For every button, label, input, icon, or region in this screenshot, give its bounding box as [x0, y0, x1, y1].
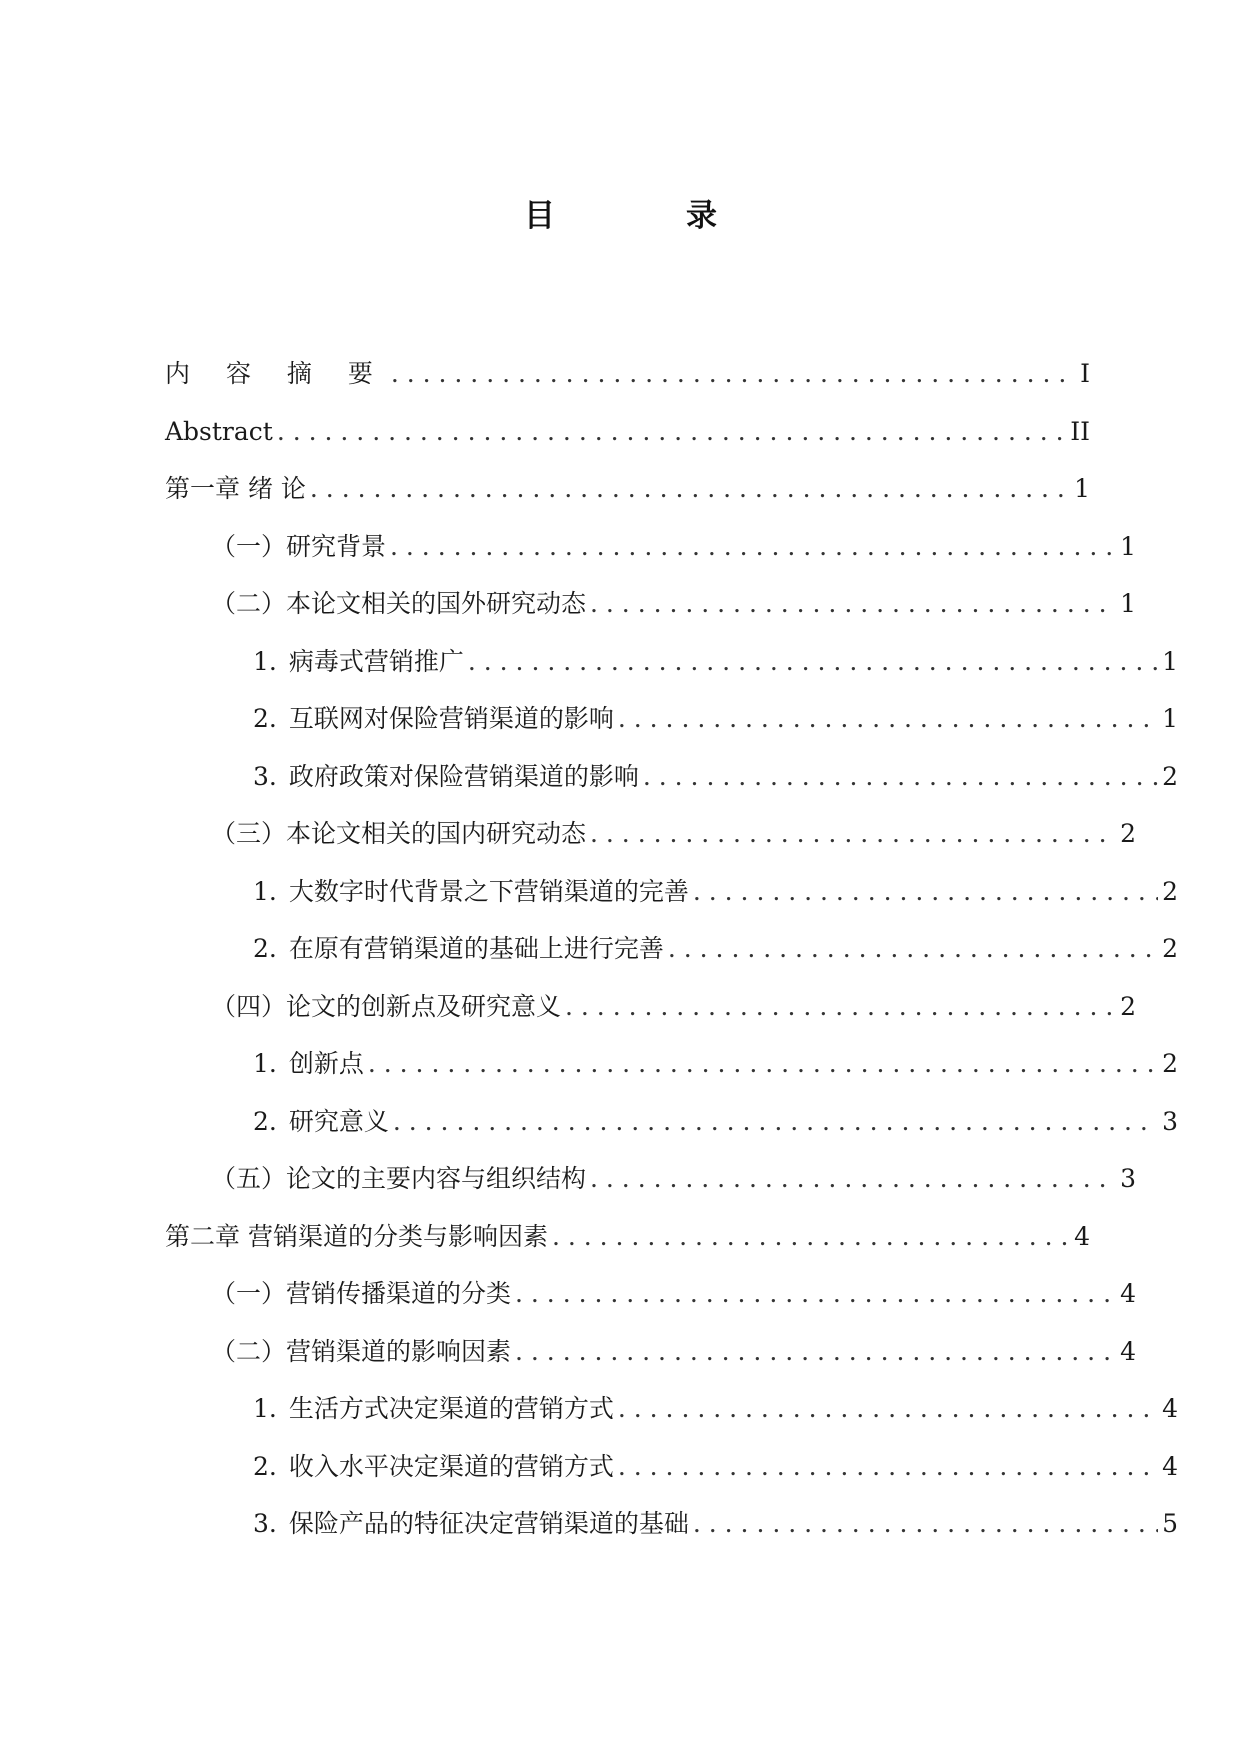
toc-entry-label: 互联网对保险营销渠道的影响: [288, 704, 614, 733]
toc-leader-dots: [515, 1323, 1116, 1381]
toc-entry-row: [165, 1380, 1178, 1438]
toc-entry-number: 2.: [253, 934, 277, 963]
toc-entry-number: 3.: [253, 1509, 277, 1538]
toc-entry-label: （二）营销渠道的影响因素: [211, 1336, 512, 1366]
toc-page-number: 4: [1074, 1221, 1090, 1251]
toc-entry-label: 第一章 绪 论: [165, 474, 306, 503]
toc-entry-row: [165, 1495, 1178, 1553]
toc-entry-number: 3.: [253, 761, 277, 791]
toc-entry-label: （三）本论文相关的国内研究动态: [211, 819, 587, 848]
toc-entry-row: [165, 1208, 1090, 1266]
toc-entry[interactable]: [165, 863, 1178, 921]
toc-entry-label: （四）论文的创新点及研究意义: [211, 991, 562, 1021]
toc-page-number: 2: [1162, 761, 1178, 791]
toc-page-number: 4: [1162, 1451, 1178, 1481]
toc-entry[interactable]: [165, 920, 1178, 978]
toc-page-number: II: [1070, 416, 1090, 446]
toc-leader-dots: [618, 1380, 1158, 1438]
toc-entry[interactable]: [165, 1265, 1136, 1323]
toc-entry-row: [165, 1323, 1136, 1381]
toc-entry-label: 在原有营销渠道的基础上进行完善: [288, 934, 664, 963]
toc-entry-label: （一）营销传播渠道的分类: [211, 1279, 512, 1308]
toc-entry-row: [165, 1438, 1178, 1496]
toc-entry-row: [165, 345, 1090, 403]
toc-entry-label: 创新点: [288, 1049, 364, 1078]
toc-page-number: 4: [1120, 1279, 1136, 1308]
toc-entry-label: 第二章 营销渠道的分类与影响因素: [165, 1221, 548, 1251]
toc-entry-number: 2.: [253, 704, 277, 733]
toc-entry-label: 政府政策对保险营销渠道的影响: [288, 761, 639, 791]
toc-list: [165, 345, 1178, 1553]
toc-entry-row: [165, 863, 1178, 921]
toc-entry-row: [165, 805, 1136, 863]
toc-leader-dots: [393, 1093, 1158, 1151]
toc-entry-number: 2.: [253, 1106, 277, 1136]
toc-entry-label: （五）论文的主要内容与组织结构: [211, 1164, 587, 1193]
toc-leader-dots: [590, 575, 1116, 633]
toc-leader-dots: [468, 633, 1158, 691]
toc-entry-number: 2.: [253, 1451, 277, 1481]
toc-page-number: 4: [1162, 1394, 1178, 1423]
toc-entry[interactable]: [165, 518, 1136, 576]
toc-leader-dots: [310, 460, 1070, 518]
toc-entry[interactable]: [165, 633, 1178, 691]
toc-leader-dots: [693, 863, 1158, 921]
toc-entry-row: [165, 690, 1178, 748]
toc-entry-label: （一）研究背景: [211, 531, 387, 561]
toc-entry-row: [165, 460, 1090, 518]
toc-page-number: 2: [1162, 1049, 1178, 1078]
toc-leader-dots: [693, 1495, 1158, 1553]
toc-entry-label: 病毒式营销推广: [288, 646, 464, 676]
toc-entry-row: [165, 1150, 1136, 1208]
toc-page-number: 1: [1162, 704, 1178, 733]
toc-page-number: 1: [1120, 531, 1136, 561]
toc-leader-dots: [277, 403, 1066, 461]
toc-leader-dots: [515, 1265, 1116, 1323]
toc-page-number: 2: [1120, 819, 1136, 848]
toc-entry-label: Abstract: [165, 416, 273, 446]
toc-entry[interactable]: [165, 1150, 1136, 1208]
toc-entry-row: [165, 1093, 1178, 1151]
toc-entry-label: 收入水平决定渠道的营销方式: [288, 1451, 614, 1481]
toc-entry-number: 1.: [253, 876, 277, 906]
toc-entry-row: [165, 1035, 1178, 1093]
toc-entry-row: [165, 1265, 1136, 1323]
toc-entry-row: [165, 518, 1136, 576]
toc-entry[interactable]: [165, 748, 1178, 806]
toc-leader-dots: [590, 1150, 1116, 1208]
toc-page-number: 2: [1120, 991, 1136, 1021]
toc-entry[interactable]: [165, 978, 1136, 1036]
toc-leader-dots: [668, 920, 1158, 978]
toc-entry-label: 研究意义: [288, 1106, 389, 1136]
toc-leader-dots: [368, 1035, 1158, 1093]
toc-entry-row: [165, 403, 1090, 461]
toc-entry[interactable]: [165, 1035, 1178, 1093]
toc-entry[interactable]: [165, 1380, 1178, 1438]
toc-entry-row: [165, 575, 1136, 633]
toc-entry-label: （二）本论文相关的国外研究动态: [211, 589, 587, 618]
toc-page-number: 3: [1162, 1106, 1178, 1136]
toc-entry[interactable]: [165, 1438, 1178, 1496]
toc-page-number: 1: [1074, 474, 1090, 503]
toc-page-number: 2: [1162, 934, 1178, 963]
toc-leader-dots: [565, 978, 1116, 1036]
toc-entry-number: 1.: [253, 1394, 277, 1423]
toc-page-number: 1: [1120, 589, 1136, 618]
toc-entry[interactable]: [165, 1208, 1090, 1266]
toc-entry-number: 1.: [253, 1049, 277, 1078]
toc-entry-row: [165, 748, 1178, 806]
toc-leader-dots: [391, 345, 1072, 403]
toc-leader-dots: [643, 748, 1158, 806]
toc-entry[interactable]: [165, 345, 1090, 403]
toc-leader-dots: [618, 1438, 1158, 1496]
toc-entry[interactable]: [165, 805, 1136, 863]
toc-entry[interactable]: [165, 403, 1090, 461]
toc-entry[interactable]: [165, 1323, 1136, 1381]
toc-entry-label: 内 容 摘 要: [165, 359, 387, 388]
toc-leader-dots: [552, 1208, 1070, 1266]
toc-entry[interactable]: [165, 690, 1178, 748]
toc-entry-number: 1.: [253, 646, 277, 676]
toc-page-number: 3: [1120, 1164, 1136, 1193]
toc-page-number: 4: [1120, 1336, 1136, 1366]
toc-entry[interactable]: [165, 1093, 1178, 1151]
toc-entry-label: 保险产品的特征决定营销渠道的基础: [288, 1509, 689, 1538]
toc-entry-label: 大数字时代背景之下营销渠道的完善: [288, 876, 689, 906]
toc-entry[interactable]: [165, 460, 1090, 518]
toc-leader-dots: [618, 690, 1158, 748]
toc-leader-dots: [390, 518, 1116, 576]
toc-entry[interactable]: [165, 1495, 1178, 1553]
toc-entry-row: [165, 978, 1136, 1036]
toc-entry-label: 生活方式决定渠道的营销方式: [288, 1394, 614, 1423]
toc-page-number: 5: [1162, 1509, 1178, 1538]
toc-leader-dots: [590, 805, 1116, 863]
toc-entry-row: [165, 920, 1178, 978]
toc-entry[interactable]: [165, 575, 1136, 633]
toc-page-number: I: [1080, 359, 1090, 388]
toc-entry-row: [165, 633, 1178, 691]
toc-title: 目 录: [524, 198, 767, 234]
toc-page-number: 2: [1162, 876, 1178, 906]
toc-page-number: 1: [1162, 646, 1178, 676]
